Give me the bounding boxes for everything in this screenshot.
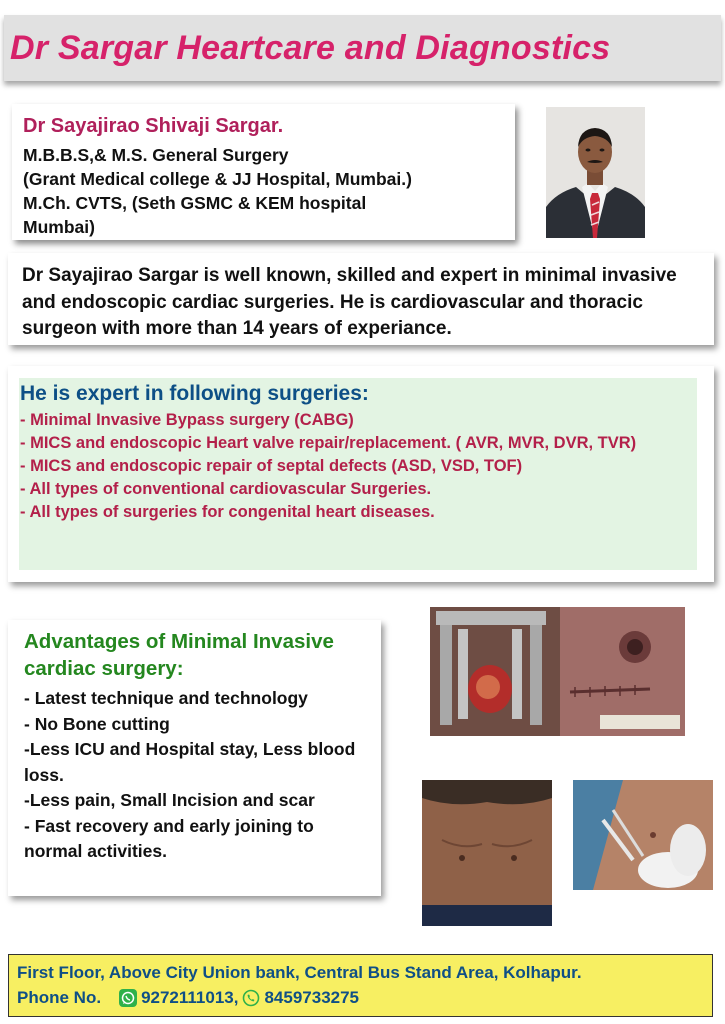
intro-text: Dr Sayajirao Sargar is well known, skilled and expert in minimal invasive and endoscopic cardiac surgeries. He is cardiovascular and thoracic surgeon with more than 14 years of experiance. — [22, 265, 677, 339]
qualification-line: (Grant Medical college & JJ Hospital, Mumbai.) — [23, 169, 412, 189]
footer-address: First Floor, Above City Union bank, Central Bus Stand Area, Kolhapur. — [17, 963, 582, 982]
phone-icon — [242, 989, 260, 1007]
phone-number-2[interactable]: 8459733275 — [264, 988, 360, 1007]
list-item: - No Bone cutting — [24, 713, 170, 734]
surgeries-list — [20, 409, 692, 524]
list-item: - Fast recovery and early joining to normal activities. — [24, 815, 314, 861]
list-item: - Latest technique and technology — [24, 688, 308, 708]
phone-label: Phone No. — [17, 988, 102, 1007]
advantages-card — [8, 620, 381, 896]
whatsapp-icon — [119, 989, 137, 1007]
header-banner — [4, 15, 721, 81]
list-item: - MICS and endoscopic repair of septal defects (ASD, VSD, TOF) — [20, 457, 523, 475]
list-item: - All types of surgeries for congenital heart diseases. — [20, 503, 435, 521]
list-item: - MICS and endoscopic Heart valve repair/replacement. ( AVR, MVR, DVR, TVR) — [20, 434, 637, 452]
surgeries-panel — [19, 378, 697, 570]
qualification-line: M.Ch. CVTS, (Seth GSMC & KEM hospital — [23, 193, 367, 213]
footer-phone-row — [17, 988, 359, 1008]
phone-number-1[interactable]: 9272111013, — [141, 988, 239, 1007]
incision-photo-icon — [573, 780, 713, 890]
doctor-name: Dr Sayajirao Shivaji Sargar. — [23, 115, 284, 137]
qualification-line: M.B.B.S,& M.S. General Surgery — [23, 145, 289, 165]
list-item: -Less pain, Small Incision and scar — [24, 790, 315, 810]
surgeries-heading: He is expert in following surgeries: — [20, 382, 369, 405]
doctor-portrait-icon — [546, 107, 645, 238]
surgery-photo-icon — [430, 607, 685, 736]
intro-card — [8, 253, 714, 345]
contact-footer — [8, 954, 713, 1017]
page-title: Dr Sargar Heartcare and Diagnostics — [10, 29, 611, 67]
chest-photo-icon — [422, 780, 552, 926]
advantages-list — [24, 686, 374, 865]
qualification-line: Mumbai) — [23, 217, 95, 237]
advantages-heading: Advantages of Minimal Invasive cardiac surgery: — [24, 630, 334, 680]
list-item: -Less ICU and Hospital stay, Less blood loss. — [24, 739, 356, 785]
doctor-qualifications — [23, 143, 503, 239]
list-item: - Minimal Invasive Bypass surgery (CABG) — [20, 411, 354, 429]
doctor-card — [12, 104, 515, 240]
list-item: - All types of conventional cardiovascular Surgeries. — [20, 480, 432, 498]
